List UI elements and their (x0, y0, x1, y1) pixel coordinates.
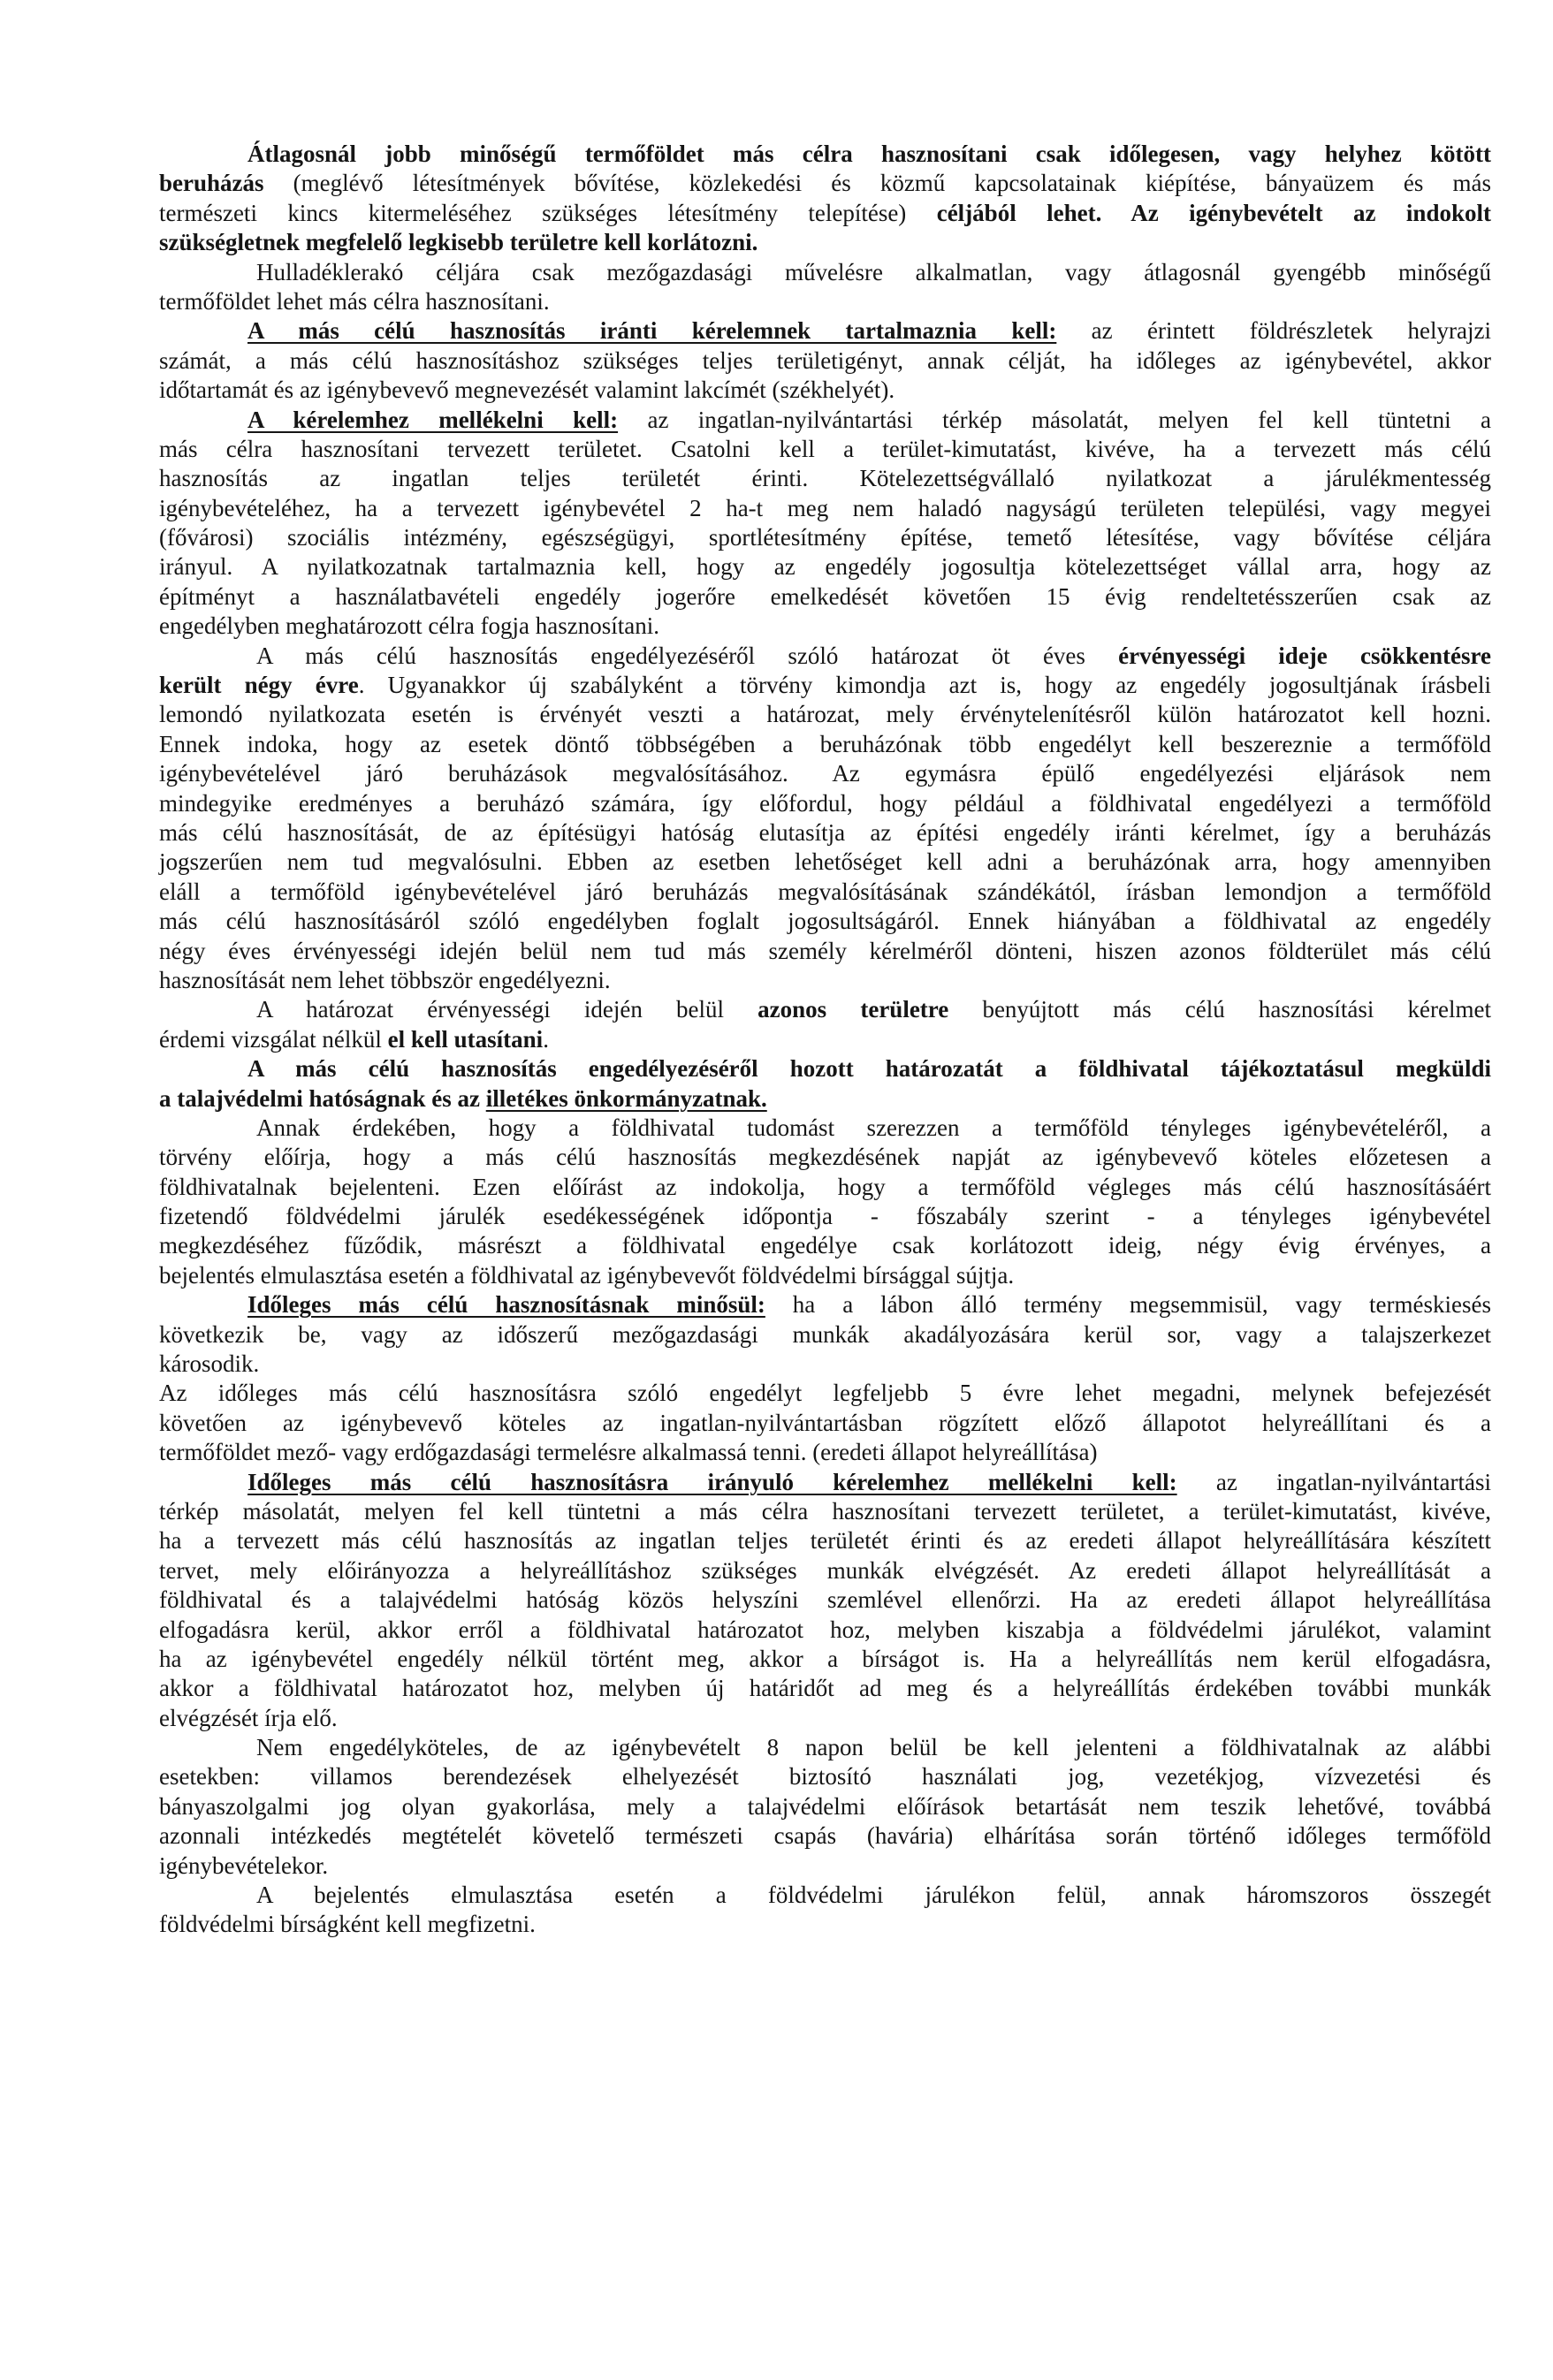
text-line (159, 316, 1491, 346)
bold-text: beruházás (159, 170, 264, 197)
paragraph-p5 (159, 642, 1491, 996)
text-line (159, 1143, 1491, 1172)
text-run: az ingatlan-nyilvántartási térkép másolatát, melyen fel kell tüntetni a (618, 406, 1491, 433)
text-run: bejelentés elmulasztása esetén a földhivatal az igénybevevőt földvédelmi bírsággal sújtja. (159, 1261, 1015, 1289)
text-run: elfogadásra kerül, akkor erről a földhivatal határozatot hoz, melyben kiszabja a földvédelmi járulékot, valamint (159, 1616, 1491, 1643)
text-run: időtartamát és az igénybevevő megnevezését valamint lakcímét (székhelyét). (159, 376, 895, 404)
text-line (159, 1468, 1491, 1497)
text-run: Az időleges más célú hasznosításra szóló engedélyt legfeljebb 5 évre lehet megadni, melynek befejezését (159, 1380, 1491, 1407)
text-run: tervet, mely előirányozza a helyreállításhoz szükséges munkák elvégzését. Az eredeti állapot helyreállítását a (159, 1556, 1491, 1584)
text-line (159, 1350, 1491, 1379)
text-line (159, 1585, 1491, 1615)
text-line (159, 642, 1491, 671)
underlined-heading: A más célú hasznosítás iránti kérelemnek tartalmaznia kell: (247, 317, 1057, 345)
text-line (159, 937, 1491, 966)
text-run: érdemi vizsgálat nélkül (159, 1025, 388, 1053)
document-page (159, 140, 1491, 1940)
text-run: Ennek indoka, hogy az esetek döntő többségében a beruházónak több engedélyt kell beszereznie a termőföld (159, 730, 1491, 757)
text-run: károsodik. (159, 1350, 260, 1378)
paragraph-p9 (159, 1290, 1491, 1379)
text-line (159, 523, 1491, 552)
text-run: követően az igénybevevő köteles az ingatlan-nyilvántartásban rögzített előző állapotot helyreállítani és a (159, 1409, 1491, 1436)
text-line (159, 848, 1491, 877)
text-run: térkép másolatát, melyen fel kell tüntetni a más célra hasznosítani tervezett területet, a terület-kimutatást, kivéve, (159, 1497, 1491, 1525)
bold-text: szükségletnek megfelelő legkisebb területre kell korlátozni. (159, 229, 758, 256)
bold-text: céljából lehet. Az igénybevételt az indokolt (936, 199, 1491, 226)
text-line (159, 1114, 1491, 1143)
bold-text: érvényességi ideje csökkentésre (1118, 642, 1491, 669)
text-run: természeti kincs kitermeléséhez szükséges létesítmény telepítése) (159, 199, 937, 226)
bold-text: Átlagosnál jobb minőségű termőföldet más célra hasznosítani csak időlegesen, vagy helyhez kötött (247, 141, 1491, 167)
text-run: más célra hasznosítani tervezett területet. Csatolni kell a terület-kimutatást, kivéve, ha a tervezett más célú (159, 435, 1491, 462)
text-run: igénybevételekor. (159, 1852, 329, 1879)
text-line (159, 1497, 1491, 1526)
text-line (159, 494, 1491, 523)
text-line (159, 995, 1491, 1024)
text-run: az ingatlan-nyilvántartási (1176, 1468, 1491, 1495)
bold-text: került négy évre (159, 672, 359, 699)
text-line (159, 878, 1491, 907)
paragraph-p6 (159, 995, 1491, 1054)
text-line (159, 199, 1491, 228)
text-run: igénybevételével járó beruházások megvalósításához. Az egymásra épülő engedélyezési eljárások nem (159, 760, 1491, 787)
text-run: megkezdéséhez fűződik, másrészt a földhivatal engedélye csak korlátozott ideig, négy évig érvényes, a (159, 1232, 1491, 1259)
text-run: A határozat érvényességi idején belül (256, 996, 758, 1023)
text-line (159, 1821, 1491, 1851)
text-line (159, 346, 1491, 376)
text-line (159, 1733, 1491, 1762)
bold-text: A más célú hasznosítás engedélyezéséről hozott határozatát a földhivatal tájékoztatásul megküldi (247, 1055, 1491, 1083)
text-run: A bejelentés elmulasztása esetén a földvédelmi járulékon felül, annak háromszoros összegét (256, 1882, 1491, 1909)
paragraph-p13 (159, 1881, 1491, 1940)
text-line (159, 1261, 1491, 1290)
text-run: ha az igénybevétel engedély nélkül történt meg, akkor a bírságot is. Ha a helyreállítás nem kerül elfogadásra, (159, 1645, 1491, 1672)
text-line (159, 1556, 1491, 1585)
text-line (159, 1616, 1491, 1645)
text-run: esetekben: villamos berendezések elhelyezését biztosító használati jog, vezetékjog, vízvezetési és (159, 1763, 1491, 1791)
text-line (159, 552, 1491, 582)
underlined-heading: Időleges más célú hasznosításra irányuló kérelemhez mellékelni kell: (247, 1468, 1177, 1495)
text-run: földhivatalnak bejelenteni. Ezen előírást az indokolja, hogy a termőföld végleges más célú hasznosításáért (159, 1173, 1491, 1200)
text-run: (meglévő létesítmények bővítése, közlekedési és közmű kapcsolatainak kiépítése, bányaüzem és más (263, 170, 1491, 197)
text-line (159, 406, 1491, 435)
text-line (159, 907, 1491, 936)
text-run: eláll a termőföld igénybevételével járó beruházás megvalósításának szándékától, írásban lemondjon a termőföld (159, 878, 1491, 905)
text-run: elvégzését írja elő. (159, 1704, 338, 1731)
bold-text: el kell utasítani (387, 1025, 544, 1053)
text-line (159, 966, 1491, 995)
text-line (159, 1852, 1491, 1881)
text-line (159, 1762, 1491, 1791)
paragraph-p7 (159, 1054, 1491, 1114)
text-run: engedélyben meghatározott célra fogja hasznosítani. (159, 612, 660, 640)
text-line (159, 1674, 1491, 1703)
text-run: mindegyike eredményes a beruházó számára, így előfordul, hogy például a földhivatal engedélyezi a termőföld (159, 789, 1491, 817)
text-line (159, 376, 1491, 405)
text-line (159, 759, 1491, 788)
text-line (159, 789, 1491, 818)
text-line (159, 1438, 1491, 1467)
text-run: irányul. A nyilatkozatnak tartalmaznia kell, hogy az engedély jogosultja kötelezettséget vállal arra, hogy az (159, 553, 1491, 581)
text-run: hasznosítását nem lehet többször engedélyezni. (159, 966, 611, 993)
text-run: számát, a más célú hasznosításhoz szükséges teljes területigényt, annak célját, ha időleges az igénybevétel, akkor (159, 346, 1491, 374)
text-line (159, 1054, 1491, 1084)
text-line (159, 1910, 1491, 1939)
text-line (159, 730, 1491, 759)
text-run: (fővárosi) szociális intézmény, egészségügyi, sportlétesítmény építése, temető létesítése, vagy bővítése céljára (159, 524, 1491, 551)
text-run: törvény előírja, hogy a más célú hasznosítás megkezdésének napját az igénybevevő köteles előzetesen a (159, 1144, 1491, 1171)
underlined-heading: illetékes önkormányzatnak. (485, 1084, 767, 1112)
text-line (159, 1881, 1491, 1910)
text-line (159, 1645, 1491, 1674)
text-line (159, 700, 1491, 729)
text-line (159, 1320, 1491, 1350)
text-run: négy éves érvényességi idején belül nem tud más személy kérelméről dönteni, hiszen azonos földterület más célú (159, 937, 1491, 964)
text-run: következik be, vagy az időszerű mezőgazdasági munkák akadályozására kerül sor, vagy a talajszerkezet (159, 1320, 1491, 1348)
text-line (159, 1792, 1491, 1821)
text-run: termőföldet lehet más célra hasznosítani. (159, 287, 550, 315)
text-line (159, 671, 1491, 700)
text-line (159, 1290, 1491, 1319)
paragraph-p2 (159, 258, 1491, 317)
text-run: bányaszolgalmi jog olyan gyakorlása, mely a talajvédelmi előírások betartását nem teszik lehetővé, továbbá (159, 1792, 1491, 1820)
text-line (159, 1526, 1491, 1555)
text-run: az érintett földrészletek helyrajzi (1056, 317, 1491, 345)
text-run: földhivatal és a talajvédelmi hatóság közös helyszíni szemlével ellenőrzi. Ha az eredeti állapot helyreállítása (159, 1586, 1491, 1614)
text-run: azonnali intézkedés megtételét követelő természeti csapás (havária) elhárítása során történő időleges termőföld (159, 1822, 1491, 1850)
text-line (159, 287, 1491, 316)
text-line (159, 1084, 1491, 1114)
text-line (159, 169, 1491, 198)
text-run: igénybevételéhez, ha a tervezett igénybevétel 2 ha-t meg nem haladó nagyságú területen települési, vagy megyei (159, 494, 1491, 521)
text-run: akkor a földhivatal határozatot hoz, melyben új határidőt ad meg és a helyreállítás érdekében további munkák (159, 1675, 1491, 1702)
text-run: . (543, 1025, 549, 1053)
text-run: . Ugyanakkor új szabályként a törvény kimondja azt is, hogy az engedély jogosultjának írásbeli (358, 672, 1491, 699)
text-run: más célú hasznosításáról szóló engedélyben foglalt jogosultságáról. Ennek hiányában a földhivatal az engedély (159, 908, 1491, 935)
text-run: termőföldet mező- vagy erdőgazdasági termelésre alkalmassá tenni. (eredeti állapot helyreállítása) (159, 1439, 1098, 1466)
text-line (159, 1202, 1491, 1231)
paragraph-p1 (159, 140, 1491, 258)
text-run: Annak érdekében, hogy a földhivatal tudomást szerezzen a termőföld tényleges igénybevételéről, a (256, 1114, 1491, 1141)
text-run: Nem engedélyköteles, de az igénybevételt 8 napon belül be kell jelenteni a földhivatalnak az alábbi (256, 1734, 1491, 1761)
text-run: földvédelmi bírságként kell megfizetni. (159, 1911, 536, 1938)
paragraph-p3 (159, 316, 1491, 405)
text-line (159, 1173, 1491, 1202)
text-line (159, 1704, 1491, 1733)
text-run: Hulladéklerakó céljára csak mezőgazdasági művelésre alkalmatlan, vagy átlagosnál gyengébb minőségű (256, 258, 1491, 285)
paragraph-p4 (159, 406, 1491, 642)
text-run: fizetendő földvédelmi járulék esedékességének időpontja - főszabály szerint - a tényleges igénybevétel (159, 1203, 1491, 1230)
text-run: ha a lábon álló termény megsemmisül, vagy terméskiesés (765, 1291, 1491, 1319)
text-line (159, 140, 1491, 169)
text-line (159, 1379, 1491, 1408)
text-run: építményt a használatbavételi engedély jogerőre emelkedését követően 15 évig rendeltetésszerűen csak az (159, 582, 1491, 610)
paragraph-p12 (159, 1733, 1491, 1881)
text-run: lemondó nyilatkozata esetén is érvényét veszti a határozat, mely érvénytelenítésről külön határozatot kell hozni. (159, 701, 1491, 728)
text-line (159, 612, 1491, 641)
text-line (159, 582, 1491, 612)
paragraph-p8 (159, 1114, 1491, 1290)
text-run: hasznosítás az ingatlan teljes területét érinti. Kötelezettségvállaló nyilatkozat a járulékmentesség (159, 465, 1491, 492)
text-run: ha a tervezett más célú hasznosítás az ingatlan teljes területét érinti és az eredeti állapot helyreállítására készített (159, 1527, 1491, 1555)
text-line (159, 258, 1491, 287)
text-run: A más célú hasznosítás engedélyezéséről szóló határozat öt éves (256, 642, 1119, 669)
text-line (159, 1231, 1491, 1260)
text-run: jogszerűen nem tud megvalósulni. Ebben az esetben lehetőséget kell adni a beruházónak arra, hogy amennyiben (159, 848, 1491, 876)
bold-text: a talajvédelmi hatóságnak és az (159, 1084, 486, 1112)
paragraph-p10 (159, 1379, 1491, 1467)
text-line (159, 435, 1491, 464)
underlined-heading: A kérelemhez mellékelni kell: (247, 406, 619, 433)
text-run: benyújtott más célú hasznosítási kérelmet (948, 996, 1491, 1023)
text-line (159, 228, 1491, 257)
text-line (159, 818, 1491, 848)
underlined-heading: Időleges más célú hasznosításnak minősül: (247, 1291, 765, 1319)
paragraph-p11 (159, 1468, 1491, 1734)
bold-text: azonos területre (757, 996, 949, 1023)
text-line (159, 1025, 1491, 1054)
text-run: más célú hasznosítását, de az építésügyi hatóság elutasítja az építési engedély iránti kérelmet, így a beruházás (159, 818, 1491, 846)
text-line (159, 464, 1491, 493)
text-line (159, 1409, 1491, 1438)
